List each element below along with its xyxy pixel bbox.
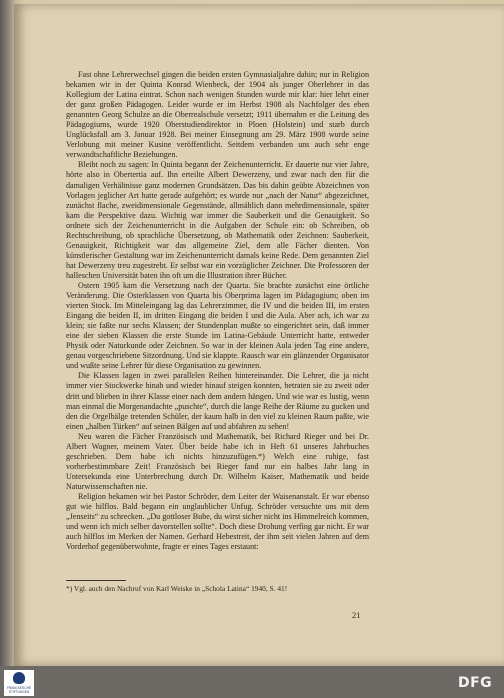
- logo-text-line1: FRANCKESCHE: [6, 686, 32, 690]
- paragraph: Neu waren die Fächer Französisch und Mathematik, bei Richard Rieger und bei Dr. Albert Wagner, meinem Vater. Über beide habe ich in Heft 61 unseres Jahrbuches geschrieben. Dem habe ich nichts hinzuzufügen.*) Welch eine ruhige, fast vorherbestimmbare Zeit! Französisch bei Rieger fand nur ein halbes Jahr lang in Untersekunda eine Unterbrechung durch Dr. Wilhelm Kaiser, Mathematik und beide Naturwissenschaften nie.: [66, 431, 369, 491]
- logo-text-line2: STIFTUNGEN: [8, 690, 30, 694]
- paragraph: Religion bekamen wir bei Pastor Schröder, dem Leiter der Waisenanstalt. Er war ebenso gut wie hilflos. Bald begann ein unglaublicher Unfug. Schröder versuchte uns mit dem „Jenseits“ zu schrecken. „Du gottloser Bube, du wirst sicher nicht ins Himmelreich kommen, und wenn ich mich selber davorstellen sollte“. Doch diese Drohung verfing gar nicht. Er war auch hilflos im Merken der Namen. Gerhard Hebestreit, der ihm seit vielen Jahren auf dem Vorderhof gegenüberwohnte, fragte er eines Tages erstaunt:: [66, 491, 369, 552]
- emblem-icon: [13, 672, 25, 684]
- paragraph: Fast ohne Lehrerwechsel gingen die beiden ersten Gymnasialjahre dahin; nur in Religion bekamen wir in der Quinta Konrad Wienbeck, der 1904 als junger Oberlehrer in das Kollegium der Latina eintrat. Schon nach wenigen Stunden wurde mir klar: hier lehrt einer der ganz großen Pädagogen. Leider wurde er im Herbst 1908 als Nachfolger des eben genannten Georg Schulze an die Oberrealschule versetzt; 1911 übernahm er die Leitung des Pädagogiums, wurde 1920 Oberstudiendirektor in Ploen (Holstein) und starb durch Unglücksfall am 3. Januar 1928. Bei meiner Einsegnung am 29. März 1908 wurde seine Verlobung mit meiner Kusine veröffentlicht. Seitdem verbanden uns auch sehr enge verwandtschaftliche Beziehungen.: [66, 70, 369, 160]
- body-text: [66, 70, 369, 552]
- footnote-rule: [66, 580, 126, 581]
- footnote: *) Vgl. auch den Nachruf von Karl Weiske in „Schola Latina“ 1940, S. 41!: [66, 584, 288, 593]
- paragraph: Ostern 1905 kam die Versetzung nach der Quarta. Sie brachte zunächst eine örtliche Veränderung. Die Osterklassen von Quarta bis Oberprima lagen im Pädagogium; oben im vierten Stock. Im Mitteleingang lag das Lehrerzimmer, die IV und die beiden III, im ersten Eingang die beiden II, im dritten Eingang die beiden I und die Aula. Aber ach, ich war zu klein; sie faßte nur sechs Klassen; der Stundenplan mußte so eingerichtet sein, daß immer eine der sieben Klassen die erste Stunde im Latina-Gebäude Unterricht hatte, entweder Physik oder Naturkunde oder Zeichnen. So war in der kleinen Aula jeden Tag eine andere, genau vorgeschriebene Sitzordnung. Und sie klappte. Rausch war ein glänzender Organisator und wußte seine Lehrer für diese Organisation zu gewinnen.: [66, 280, 369, 371]
- page-number: 21: [352, 610, 361, 620]
- paragraph: Bleibt noch zu sagen: In Quinta begann der Zeichenunterricht. Er dauerte nur vier Jahre, hörte also in Obertertia auf. Ihn erteilte Albert Dewerzeny, und zwar nach den für die damaligen Verhältnisse ganz modernen Grundsätzen. Das bis dahin geübte Abzeichnen von Vorlagen jeglicher Art hatte gerade aufgehört; es wurde nur „nach der Natur“ abgezeichnet, zunächst flache, zweidimensionale Gegenstände, allmählich dann mehrdimensionale, später kam die Perspektive dazu. Wichtig war immer die Sauberkeit und die Genauigkeit. So ordnete sich der Zeichenunterricht in die Aufgaben der Schule ein: ob Schreiben, ob Rechtschreibung, ob sprachliche Übersetzung, ob Mathematik oder Zeichnen: Sauberkeit, Genauigkeit, Richtigkeit war das allgemeine Ziel, dem alle Fächer dienten. Von künstlerischer Gestaltung war im Zeichenunterricht damals keine Rede. Dem genannten Ziel hat Dewerzeny treu zugestrebt. Er selbst war ein vorzüglicher Zeichner. Die Professoren der halleschen Universität baten ihn oft um die Illustration ihrer Bücher.: [66, 160, 369, 280]
- dfg-logo: DFG: [458, 675, 493, 691]
- institution-logo: [4, 670, 34, 696]
- paragraph: Die Klassen lagen in zwei parallelen Reihen hintereinander. Die Lehrer, die ja nicht immer vier Stockwerke hinab und wieder hinauf steigen konnten, betraten sie zu zweit oder dritt und blieben in ihrer Klasse einer nach dem andern hängen. Und wie war es lustig, wenn man einmal die Morgenandachte „puschte“, durch die lange Reihe der Räume zu gucken und den die Orgelbälge tretenden Schüler, der kaum halb in den viel zu kleinen Raum paßte, wie einen „halben Türken“ auf seinen Bälgen auf und abfahren zu sehen!: [66, 371, 369, 431]
- viewer-footer-bar: [0, 666, 504, 698]
